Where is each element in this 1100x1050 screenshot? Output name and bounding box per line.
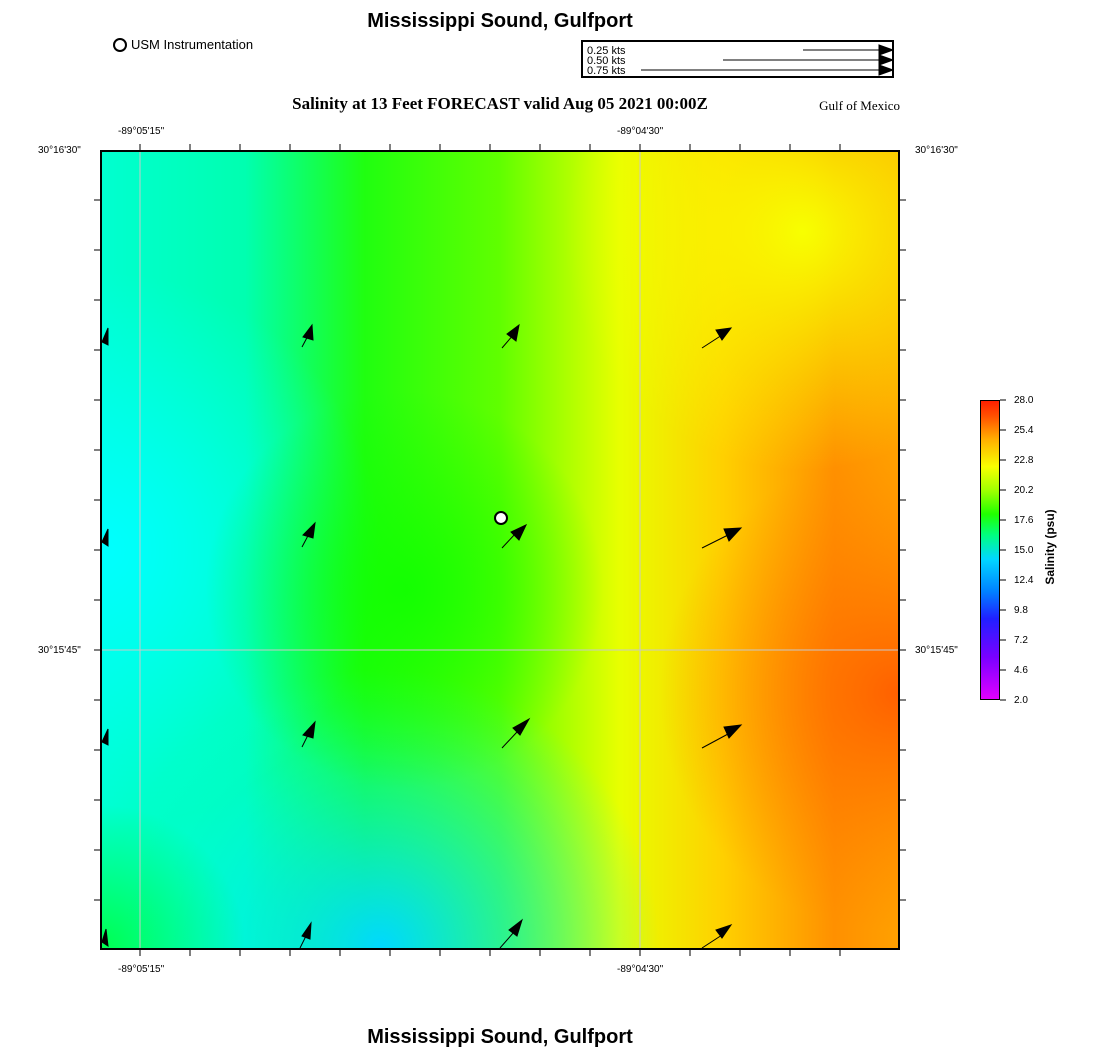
colorbar-title: Salinity (psu): [1043, 509, 1057, 585]
colorbar-tick-6: 15.0: [1014, 545, 1034, 556]
right-lat-label-2: 30°15'45": [915, 645, 958, 656]
colorbar-ticks: [1000, 398, 1008, 704]
colorbar-tick-3: 22.8: [1014, 455, 1034, 466]
colorbar-tick-2: 25.4: [1014, 425, 1034, 436]
vector-legend-label-3: 0.75 kts: [587, 65, 626, 77]
station-legend: [113, 37, 253, 52]
colorbar-tick-7: 12.4: [1014, 575, 1034, 586]
vector-legend-label-1: 0.25 kts: [587, 45, 626, 57]
bottom-title: Mississippi Sound, Gulfport: [367, 1026, 633, 1048]
top-lon-label-2: -89°04'30": [617, 126, 664, 137]
top-lon-label-1: -89°05'15": [118, 126, 165, 137]
vector-legend-label-2: 0.50 kts: [587, 55, 626, 67]
colorbar-tick-9: 7.2: [1014, 635, 1028, 646]
salinity-colorbar: [980, 400, 1000, 700]
bottom-lon-label-2: -89°04'30": [617, 964, 664, 975]
colorbar-tick-8: 9.8: [1014, 605, 1028, 616]
colorbar-tick-11: 2.0: [1014, 695, 1028, 706]
map-title: Mississippi Sound, Gulfport: [367, 10, 633, 32]
vector-legend-arrows: [583, 42, 892, 76]
axis-ticks: [90, 140, 910, 960]
left-lat-label-2: 30°15'45": [38, 645, 81, 656]
bottom-lon-label-1: -89°05'15": [118, 964, 165, 975]
colorbar-tick-5: 17.6: [1014, 515, 1034, 526]
colorbar-tick-4: 20.2: [1014, 485, 1034, 496]
station-marker-icon: [113, 38, 127, 52]
left-lat-label-1: 30°16'30": [38, 145, 81, 156]
map-subtitle: Salinity at 13 Feet FORECAST valid Aug 05 2021 00:00Z: [292, 94, 708, 113]
colorbar-tick-1: 28.0: [1014, 395, 1034, 406]
station-legend-label: USM Instrumentation: [131, 37, 254, 52]
right-lat-label-1: 30°16'30": [915, 145, 958, 156]
region-label: Gulf of Mexico: [819, 98, 900, 113]
vector-scale-legend: [581, 40, 894, 78]
colorbar-tick-10: 4.6: [1014, 665, 1028, 676]
